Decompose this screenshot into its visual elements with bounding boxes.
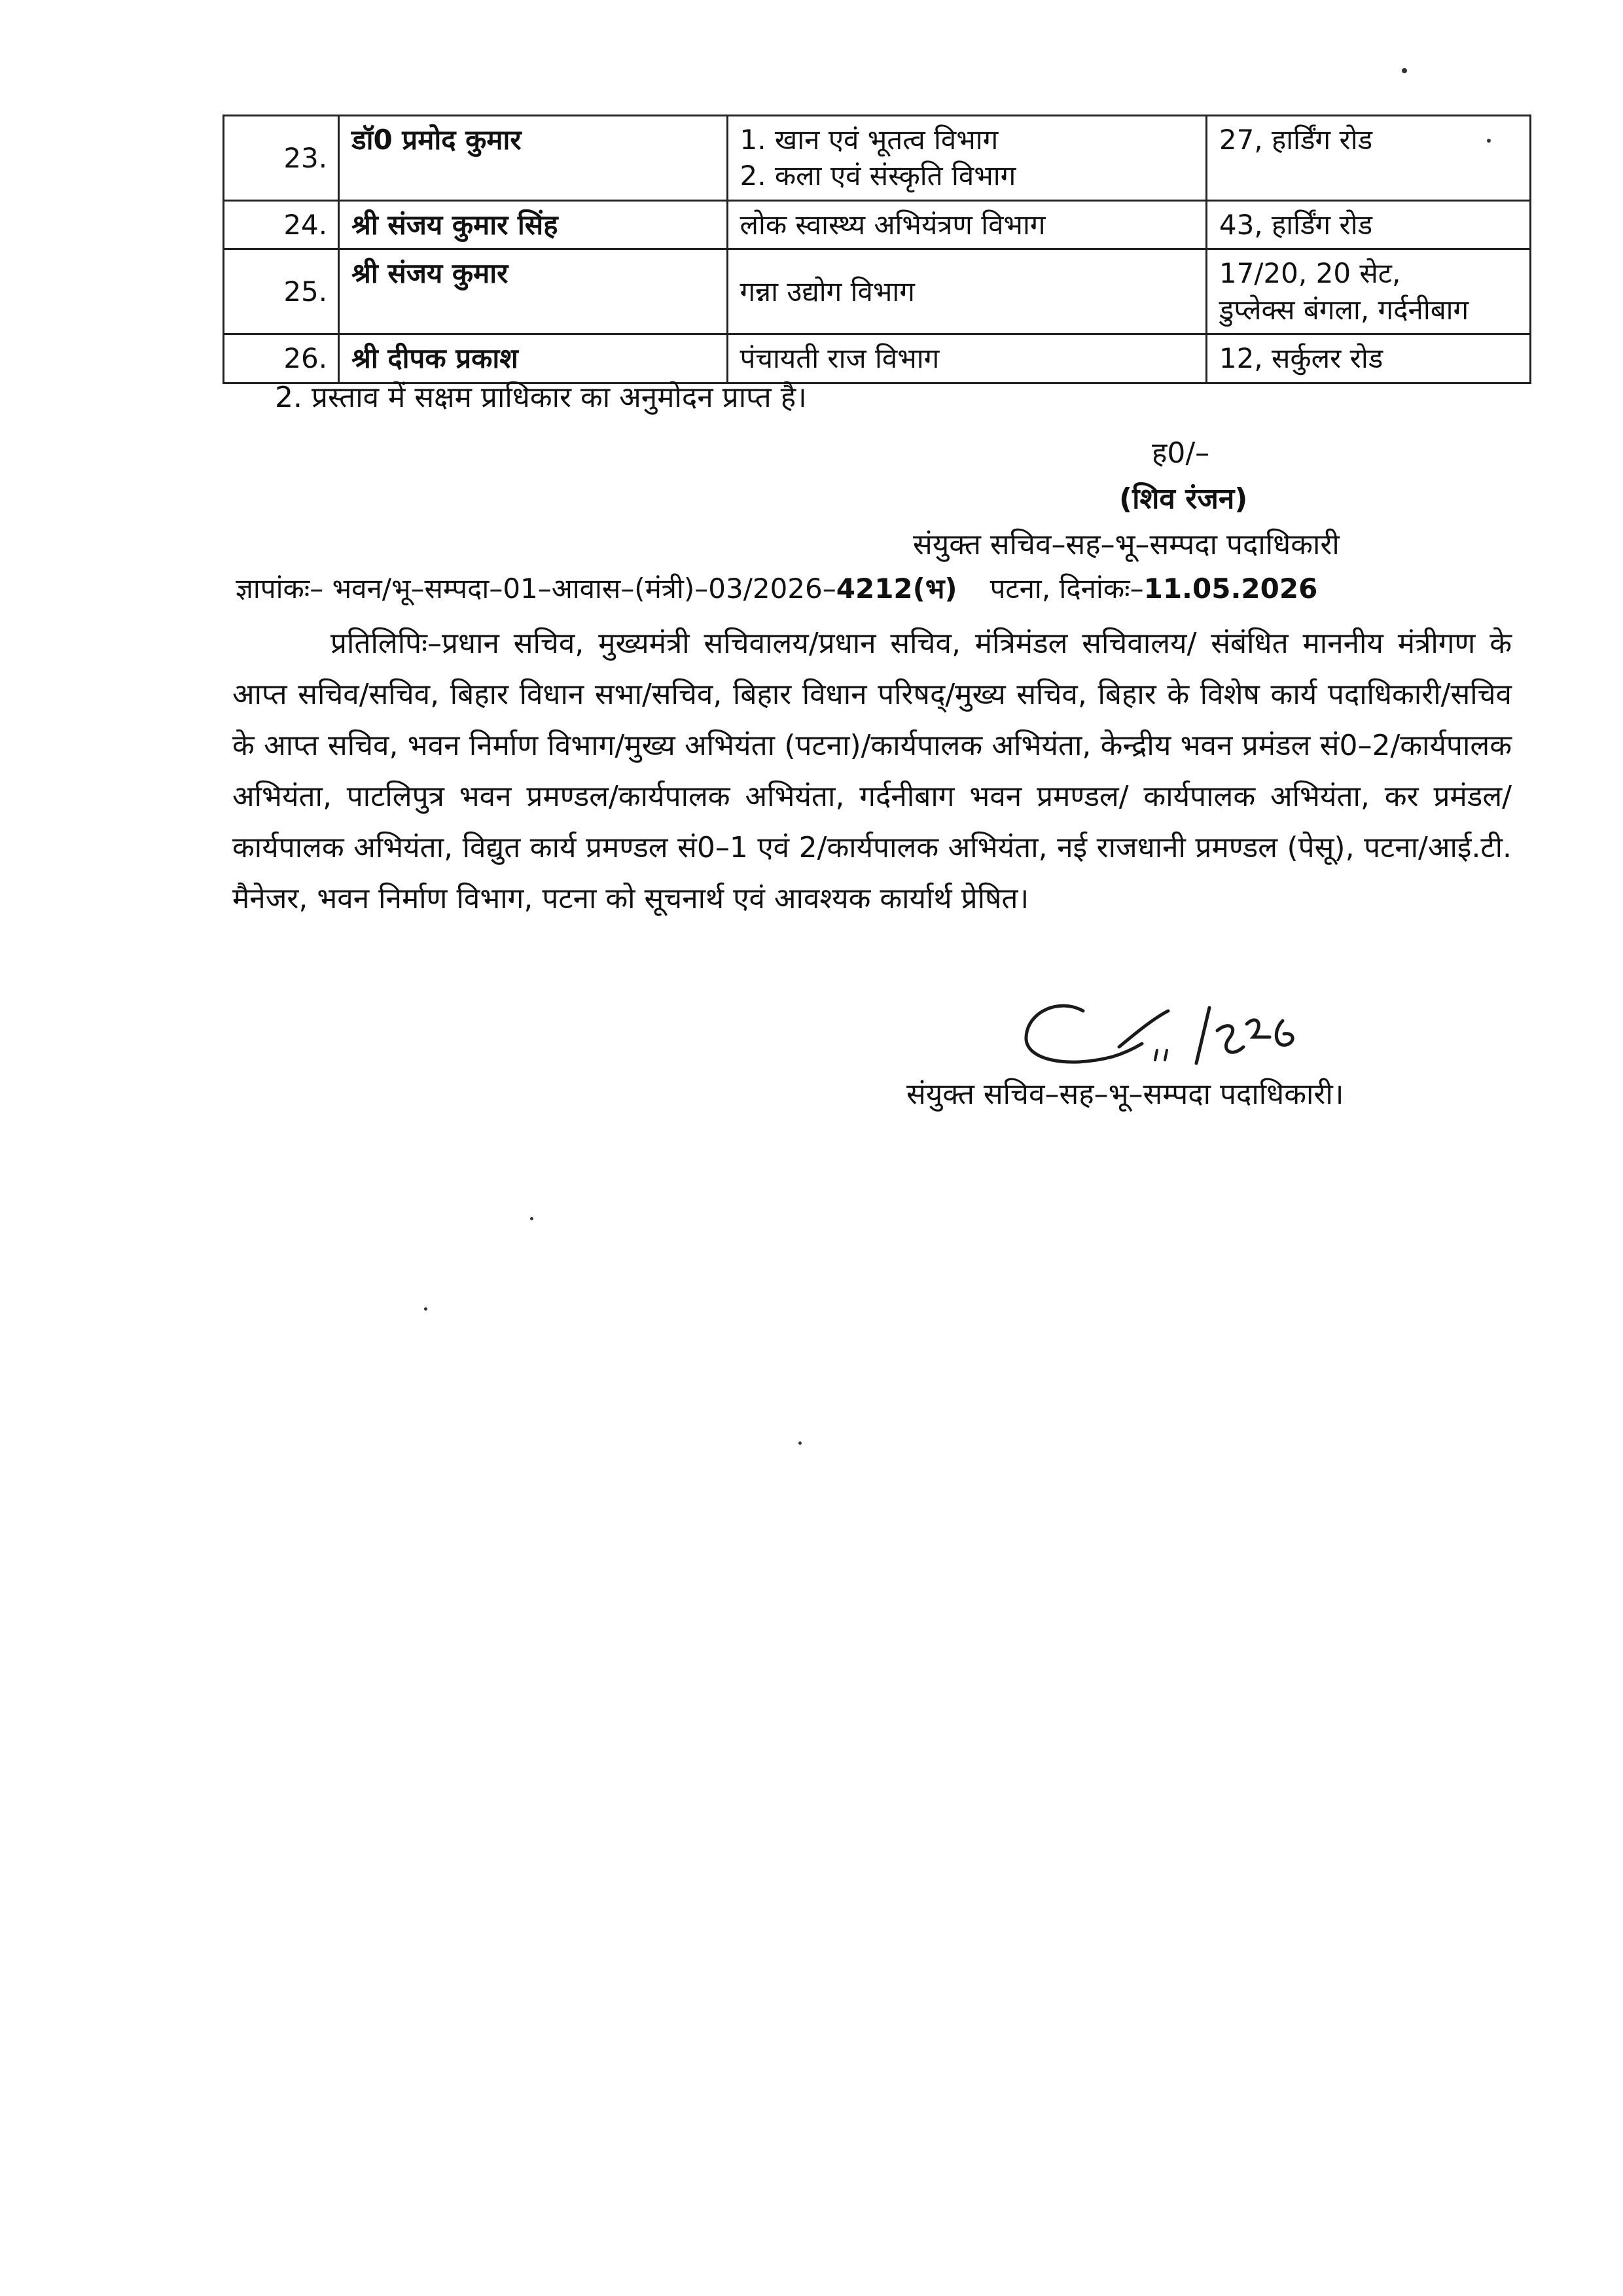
minister-name-cell: श्री संजय कुमार सिंह bbox=[339, 200, 727, 249]
department-cell bbox=[727, 116, 1206, 201]
memo-place: पटना, bbox=[990, 573, 1051, 605]
table-row bbox=[224, 116, 1531, 201]
table-row bbox=[224, 334, 1531, 383]
residence-address-cell bbox=[1206, 334, 1530, 383]
allocation-table bbox=[223, 115, 1531, 384]
table-row bbox=[224, 249, 1531, 334]
signer-designation: संयुक्त सचिव–सह–भू–सम्पदा पदाधिकारी bbox=[913, 528, 1340, 561]
approval-statement: 2. प्रस्ताव में सक्षम प्राधिकार का अनुमोदन प्राप्त है। bbox=[275, 381, 807, 414]
department-cell bbox=[727, 249, 1206, 334]
department-cell bbox=[727, 334, 1206, 383]
address-line: 27, हार्डिंग रोड bbox=[1219, 124, 1373, 156]
allocation-table-body bbox=[224, 116, 1531, 383]
table-row bbox=[224, 200, 1531, 249]
memo-line bbox=[236, 569, 1317, 607]
serial-number-cell: 24. bbox=[224, 200, 339, 249]
scan-speck bbox=[1487, 139, 1491, 143]
minister-name-cell: डॉ0 प्रमोद कुमार bbox=[339, 116, 727, 201]
scan-speck bbox=[424, 1307, 427, 1311]
department-cell bbox=[727, 200, 1206, 249]
department-line: गन्ना उद्योग विभाग bbox=[740, 275, 915, 308]
address-line: 17/20, 20 सेट, bbox=[1219, 257, 1401, 290]
scan-speck bbox=[798, 1441, 802, 1445]
serial-number-cell: 23. bbox=[224, 116, 339, 201]
handwritten-signature bbox=[1021, 985, 1309, 1083]
serial-number-cell: 26. bbox=[224, 334, 339, 383]
scan-speck bbox=[1402, 68, 1407, 73]
minister-name-cell: श्री संजय कुमार bbox=[339, 249, 727, 334]
memo-prefix: ज्ञापांकः– भवन/भू–सम्पदा–01–आवास–(मंत्री)–03/2026– bbox=[236, 573, 836, 605]
signed-mark: ह0/– bbox=[1152, 436, 1210, 470]
serial-number-cell: 25. bbox=[224, 249, 339, 334]
minister-name-cell: श्री दीपक प्रकाश bbox=[339, 334, 727, 383]
department-line: पंचायती राज विभाग bbox=[740, 342, 940, 375]
scan-speck bbox=[530, 1217, 533, 1220]
final-designation: संयुक्त सचिव–सह–भू–सम्पदा पदाधिकारी। bbox=[906, 1078, 1344, 1111]
copy-to-paragraph: प्रतिलिपिः–प्रधान सचिव, मुख्यमंत्री सचिवालय/प्रधान सचिव, मंत्रिमंडल सचिवालय/ संबंधित माननीय मंत्रीगण के आप्त सचिव/सचिव, बिहार विधान सभा/सचिव, बिहार विधान परिषद्/मुख्य सचिव, बिहार के विशेष कार्य पदाधिकारी/सचिव के आप्त सचिव, भवन निर्माण विभाग/मुख्य अभियंता (पटना)/कार्यपालक अभियंता, केन्द्रीय भवन प्रमंडल सं0–2/कार्यपालक अभियंता, पाटलिपुत्र भवन प्रमण्डल/कार्यपालक अभियंता, गर्दनीबाग भवन प्रमण्डल/ कार्यपालक अभियंता, कर प्रमंडल/कार्यपालक अभियंता, विद्युत कार्य प्रमण्डल सं0–1 एवं 2/कार्यपालक अभियंता, नई राजधानी प्रमण्डल (पेसू), पटना/आई.टी. मैनेजर, भवन निर्माण विभाग, पटना को सूचनार्थ एवं आवश्यक कार्यार्थ प्रेषित। bbox=[232, 627, 1512, 915]
department-line: 1. खान एवं भूतत्व विभाग bbox=[740, 124, 999, 156]
address-line: डुप्लेक्स बंगला, गर्दनीबाग bbox=[1219, 293, 1469, 326]
signer-name: (शिव रंजन) bbox=[1119, 482, 1248, 516]
memo-date-label: दिनांकः– bbox=[1059, 573, 1144, 605]
memo-number: 4212(भ) bbox=[836, 573, 957, 605]
memo-date: 11.05.2026 bbox=[1143, 573, 1318, 605]
residence-address-cell bbox=[1206, 200, 1530, 249]
address-line: 43, हार्डिंग रोड bbox=[1219, 208, 1373, 241]
department-line: लोक स्वास्थ्य अभियंत्रण विभाग bbox=[740, 208, 1046, 241]
department-line: 2. कला एवं संस्कृति विभाग bbox=[740, 160, 1016, 192]
residence-address-cell bbox=[1206, 116, 1530, 201]
residence-address-cell bbox=[1206, 249, 1530, 334]
address-line: 12, सर्कुलर रोड bbox=[1219, 342, 1383, 375]
